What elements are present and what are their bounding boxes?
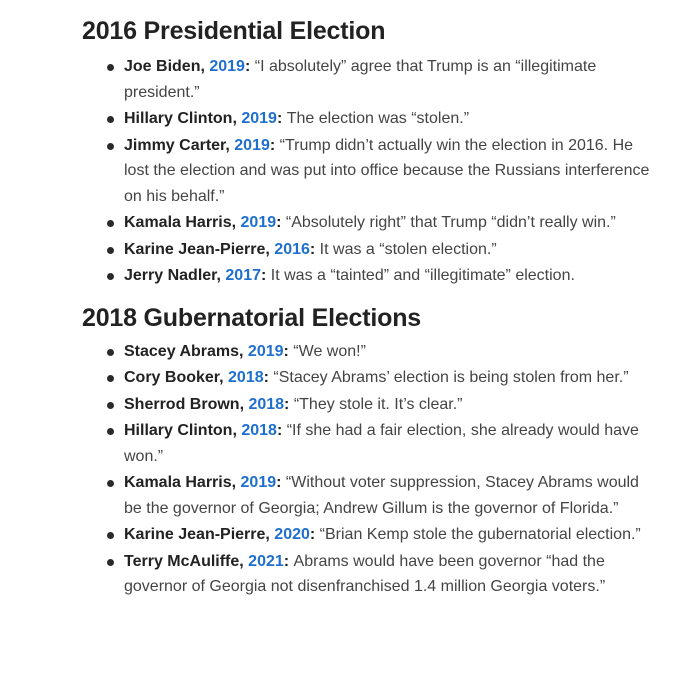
list-item (82, 470, 700, 521)
year-link[interactable]: 2019 (247, 342, 284, 360)
list-item (82, 522, 700, 548)
list-item (82, 339, 700, 365)
bullet-icon (107, 220, 114, 227)
bullet-icon (107, 375, 114, 382)
speaker-name: Cory Booker, (124, 369, 229, 386)
speaker-name: Terry McAuliffe, (124, 552, 249, 570)
quote-text: It was a “stolen election.” (319, 240, 497, 258)
list-item (82, 54, 700, 105)
bullet-icon (107, 273, 114, 280)
speaker-name: Karine Jean-Pierre, (124, 526, 275, 543)
list-item (82, 263, 700, 289)
colon: : (276, 214, 286, 231)
list-item (82, 133, 700, 210)
quote-text: “They stole it. It’s clear.” (293, 395, 463, 413)
bullet-icon (107, 116, 114, 123)
colon: : (276, 422, 287, 439)
bullet-icon (107, 532, 114, 539)
list-item (82, 365, 700, 391)
speaker-name: Karine Jean-Pierre, (124, 240, 275, 258)
colon: : (309, 526, 320, 543)
year-link[interactable]: 2019 (234, 136, 270, 154)
year-link[interactable]: 2018 (241, 422, 277, 439)
list-item (82, 392, 700, 418)
colon: : (269, 136, 280, 154)
quote-list-gubernatorial (82, 339, 700, 600)
section-heading-gubernatorial: 2018 Gubernatorial Elections (82, 303, 421, 332)
colon: : (284, 395, 294, 413)
quote-text: It was a “tainted” and “illegitimate” election. (270, 267, 575, 284)
year-link[interactable]: 2019 (241, 110, 277, 127)
quote-text: “Brian Kemp stole the gubernatorial election.” (319, 526, 641, 543)
colon: : (309, 240, 320, 258)
colon: : (283, 552, 294, 570)
colon: : (276, 110, 287, 127)
year-link[interactable]: 2016 (274, 240, 310, 258)
speaker-name: Jerry Nadler, (124, 267, 226, 284)
year-link[interactable]: 2018 (248, 395, 285, 413)
list-item (82, 549, 700, 600)
bullet-icon (107, 247, 114, 254)
bullet-icon (107, 143, 114, 150)
bullet-icon (107, 64, 114, 71)
quote-text: “Absolutely right” that Trump “didn’t really win.” (285, 214, 616, 231)
speaker-name: Joe Biden, (124, 58, 210, 75)
bullet-icon (107, 402, 114, 409)
speaker-name: Kamala Harris, (124, 214, 241, 231)
speaker-name: Hillary Clinton, (124, 110, 242, 127)
year-link[interactable]: 2021 (248, 552, 284, 570)
bullet-icon (107, 428, 114, 435)
year-link[interactable]: 2019 (209, 58, 245, 75)
bullet-icon (107, 480, 114, 487)
year-link[interactable]: 2017 (225, 267, 261, 284)
year-link[interactable]: 2019 (240, 214, 277, 231)
quote-text: “We won!” (293, 342, 366, 360)
list-item (82, 210, 700, 236)
section-heading-presidential: 2016 Presidential Election (82, 17, 386, 45)
year-link[interactable]: 2019 (240, 474, 277, 491)
quote-text: The election was “stolen.” (286, 110, 470, 127)
speaker-name: Hillary Clinton, (124, 422, 242, 439)
list-item (82, 237, 700, 263)
colon: : (261, 267, 271, 284)
quote-list-presidential (82, 54, 700, 289)
quote-text: “I absolutely” agree that Trump is an “illegitimate president.” (124, 58, 597, 101)
quote-text: “Without voter suppression, Stacey Abrams would be the governor of Georgia; Andrew Gillum is the governor of Florida.” (124, 474, 639, 517)
quote-text: “If she had a fair election, she already would have won.” (124, 422, 639, 465)
list-item (82, 106, 700, 132)
list-item (82, 418, 700, 469)
quote-text: “Stacey Abrams’ election is being stolen from her.” (273, 369, 629, 386)
colon: : (283, 342, 294, 360)
year-link[interactable]: 2018 (228, 369, 264, 386)
quote-text: “Trump didn’t actually win the election in 2016. He lost the election and was put into office because the Russians interference on his behalf.” (124, 136, 650, 205)
year-link[interactable]: 2020 (274, 526, 310, 543)
bullet-icon (107, 349, 114, 356)
colon: : (263, 369, 274, 386)
speaker-name: Jimmy Carter, (124, 136, 235, 154)
speaker-name: Kamala Harris, (124, 474, 241, 491)
speaker-name: Stacey Abrams, (124, 342, 248, 360)
quote-text: Abrams would have been governor “had the governor of Georgia not disenfranchised 1.4 million Georgia voters.” (124, 552, 606, 595)
speaker-name: Sherrod Brown, (124, 395, 249, 413)
colon: : (244, 58, 255, 75)
bullet-icon (107, 559, 114, 566)
colon: : (276, 474, 286, 491)
